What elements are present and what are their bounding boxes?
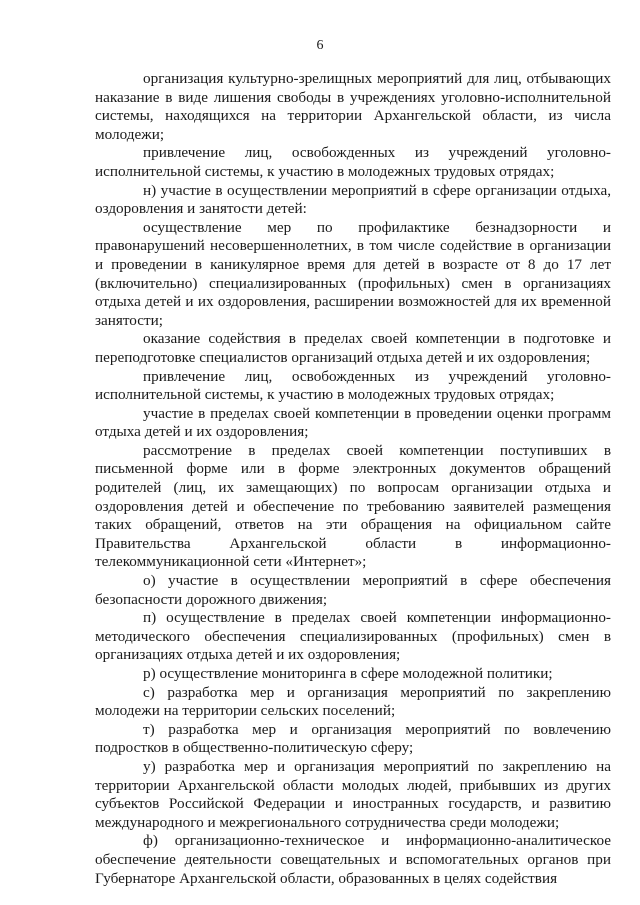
paragraph: у) разработка мер и организация мероприятий по закреплению на территории Архангельской области молодых людей, прибывших из других субъектов Российской Федерации и иностранных государств, и развитию международного и межрегионального сотрудничества среди молодежи; [95, 757, 611, 831]
paragraph: р) осуществление мониторинга в сфере молодежной политики; [143, 665, 553, 682]
paragraph: н) участие в осуществлении мероприятий в сфере организации отдыха, оздоровления и занятости детей: [95, 181, 611, 218]
paragraph: п) осуществление в пределах своей компетенции информационно-методического обеспечения специализированных (профильных) смен в организациях отдыха детей и их оздоровления; [95, 609, 611, 664]
paragraph: с) разработка мер и организация мероприятий по закреплению молодежи на территории сельских поселений; [95, 683, 611, 720]
paragraph: привлечение лиц, освобожденных из учреждений уголовно-исполнительной системы, к участию в молодежных трудовых отрядах; [95, 367, 611, 404]
page-number: 6 [316, 38, 324, 53]
paragraph: участие в пределах своей компетенции в проведении оценки программ отдыха детей и их оздоровления; [95, 404, 611, 441]
paragraph: организация культурно-зрелищных мероприятий для лиц, отбывающих наказание в виде лишения свободы в учреждениях уголовно-исполнительной системы, находящихся на территории Архангельской области, из числа молодежи; [95, 70, 611, 143]
document-body [95, 70, 611, 888]
paragraph: оказание содействия в пределах своей компетенции в подготовке и переподготовке специалистов организаций отдыха детей и их оздоровления; [95, 330, 611, 366]
paragraph: осуществление мер по профилактике безнадзорности и правонарушений несовершеннолетних, в том числе содействие в организации и проведении в каникулярное время для детей в возрасте от 8 до 17 лет (включительно) специализированных (профильных) смен в организациях отдыха детей и их оздоровления, расширении возможностей для их временной занятости; [95, 218, 611, 329]
paragraph: ф) организационно-техническое и информационно-аналитическое обеспечение деятельности совещательных и вспомогательных органов при Губернаторе Архангельской области, образованных в целях содействия [95, 832, 611, 887]
paragraph: т) разработка мер и организация мероприятий по вовлечению подростков в общественно-политическую сферу; [95, 720, 611, 757]
paragraph: о) участие в осуществлении мероприятий в сфере обеспечения безопасности дорожного движения; [95, 572, 611, 608]
paragraph: рассмотрение в пределах своей компетенции поступивших в письменной форме или в форме электронных документов обращений родителей (лиц, их замещающих) по вопросам организации отдыха и оздоровления детей и обеспечение по требованию заявителей размещения таких обращений, ответов на эти обращения на официальном сайте Правительства Архангельской области в информационно-телекоммуникационной сети «Интернет»; [95, 441, 611, 571]
paragraph: привлечение лиц, освобожденных из учреждений уголовно-исполнительной системы, к участию в молодежных трудовых отрядах; [95, 144, 611, 180]
